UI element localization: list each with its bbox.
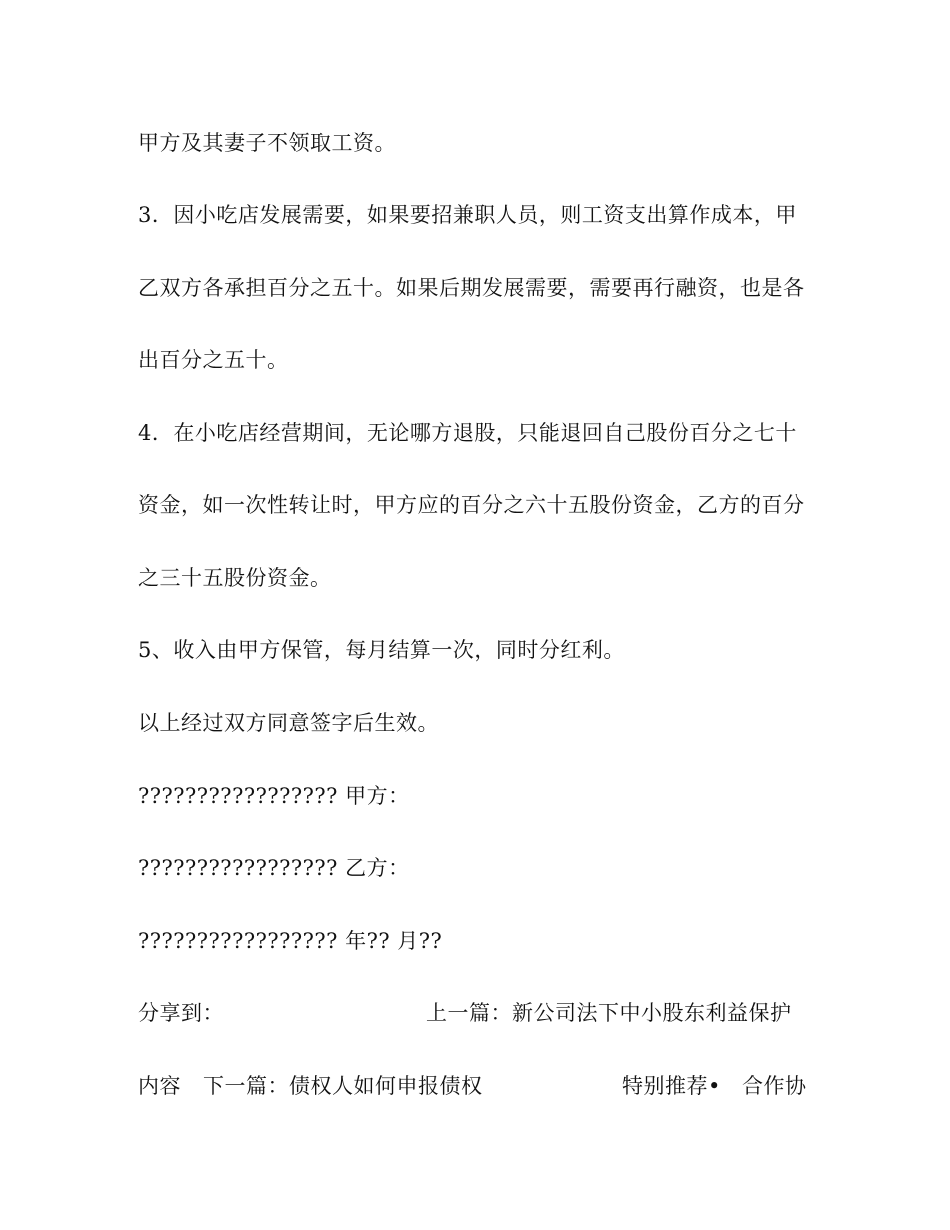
prev-article-link[interactable]: 上一篇：新公司法下中小股东利益保护 — [426, 1001, 792, 1025]
next-article-link[interactable]: 下一篇：债权人如何申报债权 — [203, 1074, 483, 1098]
signature-party-a: ????????????????? 甲方： — [138, 784, 410, 808]
paragraph-line-4: 出百分之五十。 — [138, 348, 289, 372]
cooperation-link[interactable]: 合作协 — [742, 1074, 807, 1098]
paragraph-line-7: 之三十五股份资金。 — [138, 566, 332, 590]
prev-article-link-tail[interactable]: 内容 — [138, 1074, 181, 1098]
paragraph-line-6: 资金，如一次性转让时，甲方应的百分之六十五股份资金，乙方的百分 — [138, 493, 805, 517]
signature-date: ????????????????? 年?? 月?? — [138, 929, 443, 953]
paragraph-line-5: 4．在小吃店经营期间，无论哪方退股，只能退回自己股份百分之七十 — [138, 421, 797, 445]
paragraph-line-3: 乙双方各承担百分之五十。如果后期发展需要，需要再行融资，也是各 — [138, 276, 805, 300]
share-label: 分享到： — [138, 1001, 224, 1025]
signature-party-b: ????????????????? 乙方： — [138, 856, 410, 880]
special-recommend-label: 特别推荐• — [622, 1074, 721, 1098]
paragraph-line-1: 甲方及其妻子不领取工资。 — [138, 131, 396, 155]
paragraph-line-8: 5、收入由甲方保管，每月结算一次，同时分红利。 — [138, 638, 625, 662]
paragraph-line-9: 以上经过双方同意签字后生效。 — [138, 711, 439, 735]
paragraph-line-2: 3．因小吃店发展需要，如果要招兼职人员，则工资支出算作成本，甲 — [138, 203, 797, 227]
